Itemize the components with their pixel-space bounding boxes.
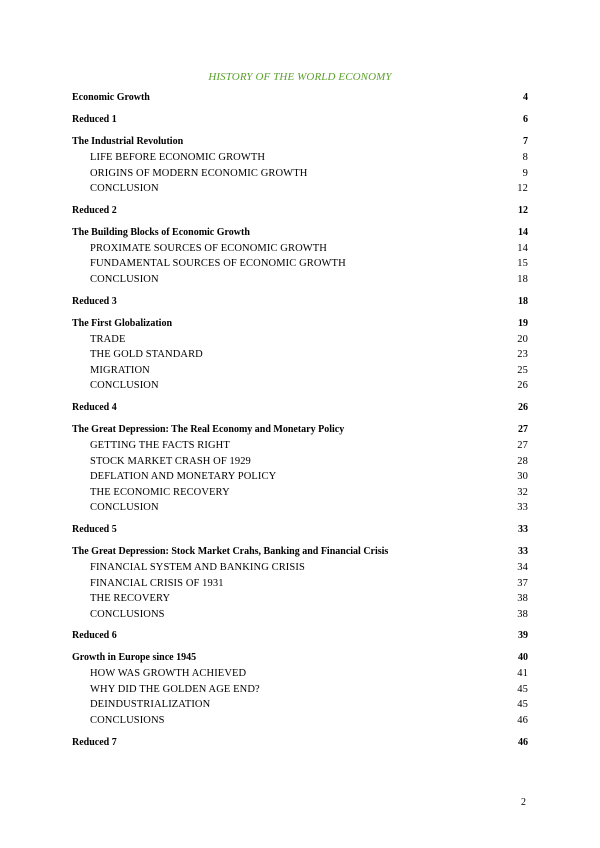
toc-entry-label: CONCLUSION	[90, 183, 159, 195]
page-number: 2	[521, 797, 526, 808]
toc-chapter-entry[interactable]	[72, 225, 528, 241]
toc-chapter-entry[interactable]	[72, 90, 528, 106]
toc-section-entry[interactable]	[72, 256, 528, 272]
toc-section-entry[interactable]	[72, 181, 528, 197]
toc-chapter-entry[interactable]	[72, 544, 528, 560]
toc-chapter-entry[interactable]	[72, 735, 528, 751]
toc-entry-page: 32	[517, 486, 528, 498]
toc-section-entry[interactable]	[72, 363, 528, 379]
toc-entry-page: 37	[517, 577, 528, 589]
toc-entry-label: The First Globalization	[72, 317, 172, 329]
toc-entry-label: The Great Depression: The Real Economy and Monetary Policy	[72, 423, 345, 435]
toc-entry-page: 41	[517, 668, 528, 680]
toc-entry-label: The Great Depression: Stock Market Crahs, Banking and Financial Crisis	[72, 545, 389, 557]
toc-entry-label: HOW WAS GROWTH ACHIEVED	[90, 668, 247, 680]
toc-entry-label: FINANCIAL SYSTEM AND BANKING CRISIS	[90, 561, 305, 573]
toc-entry-label: CONCLUSION	[90, 502, 159, 514]
toc-entry-label: MIGRATION	[90, 364, 150, 376]
toc-entry-page: 38	[517, 593, 528, 605]
toc-entry-page: 46	[517, 715, 528, 727]
toc-entry-label: Growth in Europe since 1945	[72, 652, 197, 664]
toc-section-entry[interactable]	[72, 682, 528, 698]
toc-entry-label: CONCLUSION	[90, 273, 159, 285]
toc-entry-page: 45	[517, 699, 528, 711]
toc-entry-label: DEINDUSTRIALIZATION	[90, 699, 211, 711]
toc-entry-page: 18	[518, 295, 528, 307]
toc-section-entry[interactable]	[72, 166, 528, 182]
toc-chapter-entry[interactable]	[72, 400, 528, 416]
toc-entry-page: 38	[517, 608, 528, 620]
toc-entry-page: 33	[517, 502, 528, 514]
toc-entry-page: 45	[517, 683, 528, 695]
toc-chapter-entry[interactable]	[72, 628, 528, 644]
toc-section-entry[interactable]	[72, 241, 528, 257]
toc-entry-page: 33	[518, 523, 528, 535]
toc-entry-label: Reduced 4	[72, 401, 117, 413]
toc-entry-page: 12	[518, 204, 528, 216]
toc-chapter-entry[interactable]	[72, 294, 528, 310]
toc-section-entry[interactable]	[72, 500, 528, 516]
toc-entry-page: 28	[517, 455, 528, 467]
toc-entry-page: 7	[523, 136, 528, 147]
toc-entry-label: The Industrial Revolution	[72, 136, 184, 147]
toc-entry-page: 23	[517, 349, 528, 361]
toc-entry-label: CONCLUSIONS	[90, 608, 165, 620]
toc-entry-label: THE GOLD STANDARD	[90, 349, 203, 361]
toc-section-entry[interactable]	[72, 332, 528, 348]
toc-section-entry[interactable]	[72, 485, 528, 501]
toc-entry-page: 19	[518, 317, 528, 329]
toc-entry-page: 30	[517, 471, 528, 483]
page-title: HISTORY OF THE WORLD ECONOMY	[208, 71, 392, 83]
toc-entry-page: 14	[518, 226, 528, 238]
toc-entry-label: DEFLATION AND MONETARY POLICY	[90, 471, 277, 483]
toc-entry-page: 18	[517, 273, 528, 285]
toc-section-entry[interactable]	[72, 438, 528, 454]
toc-entry-page: 15	[517, 258, 528, 270]
toc-section-entry[interactable]	[72, 666, 528, 682]
toc-entry-label: Reduced 5	[72, 523, 117, 535]
toc-entry-label: PROXIMATE SOURCES OF ECONOMIC GROWTH	[90, 242, 327, 254]
toc-entry-page: 46	[518, 736, 528, 748]
table-of-contents	[72, 90, 528, 751]
toc-entry-label: Economic Growth	[72, 92, 150, 103]
toc-entry-label: The Building Blocks of Economic Growth	[72, 226, 250, 238]
toc-section-entry[interactable]	[72, 454, 528, 470]
toc-entry-page: 26	[518, 401, 528, 413]
toc-entry-label: Reduced 7	[72, 736, 117, 748]
toc-entry-page: 27	[518, 423, 528, 435]
toc-entry-label: Reduced 6	[72, 630, 117, 642]
toc-entry-label: GETTING THE FACTS RIGHT	[90, 439, 230, 451]
toc-entry-page: 25	[517, 364, 528, 376]
toc-entry-label: LIFE BEFORE ECONOMIC GROWTH	[90, 152, 266, 163]
toc-section-entry[interactable]	[72, 591, 528, 607]
toc-chapter-entry[interactable]	[72, 134, 528, 150]
toc-section-entry[interactable]	[72, 150, 528, 166]
toc-entry-page: 4	[523, 92, 528, 103]
toc-entry-page: 9	[522, 167, 528, 179]
toc-entry-page: 12	[517, 183, 528, 195]
toc-section-entry[interactable]	[72, 713, 528, 729]
toc-entry-label: WHY DID THE GOLDEN AGE END?	[90, 683, 260, 695]
toc-entry-page: 20	[517, 333, 528, 345]
toc-entry-label: Reduced 1	[72, 114, 117, 125]
toc-section-entry[interactable]	[72, 607, 528, 623]
toc-entry-label: CONCLUSIONS	[90, 715, 165, 727]
toc-section-entry[interactable]	[72, 347, 528, 363]
toc-entry-label: FUNDAMENTAL SOURCES OF ECONOMIC GROWTH	[90, 258, 346, 270]
toc-section-entry[interactable]	[72, 469, 528, 485]
toc-section-entry[interactable]	[72, 560, 528, 576]
toc-entry-page: 39	[518, 630, 528, 642]
toc-entry-page: 34	[517, 561, 528, 573]
toc-entry-label: TRADE	[90, 333, 126, 345]
toc-entry-label: STOCK MARKET CRASH OF 1929	[90, 455, 251, 467]
toc-entry-page: 8	[522, 152, 528, 163]
toc-entry-label: THE RECOVERY	[90, 593, 171, 605]
toc-chapter-entry[interactable]	[72, 316, 528, 332]
toc-section-entry[interactable]	[72, 272, 528, 288]
toc-entry-page: 6	[523, 114, 528, 125]
toc-chapter-entry[interactable]	[72, 422, 528, 438]
toc-entry-label: Reduced 3	[72, 295, 117, 307]
toc-entry-label: Reduced 2	[72, 204, 117, 216]
toc-entry-label: CONCLUSION	[90, 380, 159, 392]
toc-section-entry[interactable]	[72, 378, 528, 394]
toc-entry-page: 14	[517, 242, 528, 254]
toc-chapter-entry[interactable]	[72, 112, 528, 128]
toc-entry-label: ORIGINS OF MODERN ECONOMIC GROWTH	[90, 167, 308, 179]
toc-entry-page: 40	[518, 652, 528, 664]
toc-entry-page: 27	[517, 439, 528, 451]
toc-section-entry[interactable]	[72, 576, 528, 592]
toc-entry-page: 26	[517, 380, 528, 392]
toc-entry-page: 33	[518, 545, 528, 557]
toc-chapter-entry[interactable]	[72, 203, 528, 219]
toc-entry-label: FINANCIAL CRISIS OF 1931	[90, 577, 224, 589]
toc-section-entry[interactable]	[72, 697, 528, 713]
toc-chapter-entry[interactable]	[72, 650, 528, 666]
toc-entry-label: THE ECONOMIC RECOVERY	[90, 486, 230, 498]
toc-chapter-entry[interactable]	[72, 522, 528, 538]
